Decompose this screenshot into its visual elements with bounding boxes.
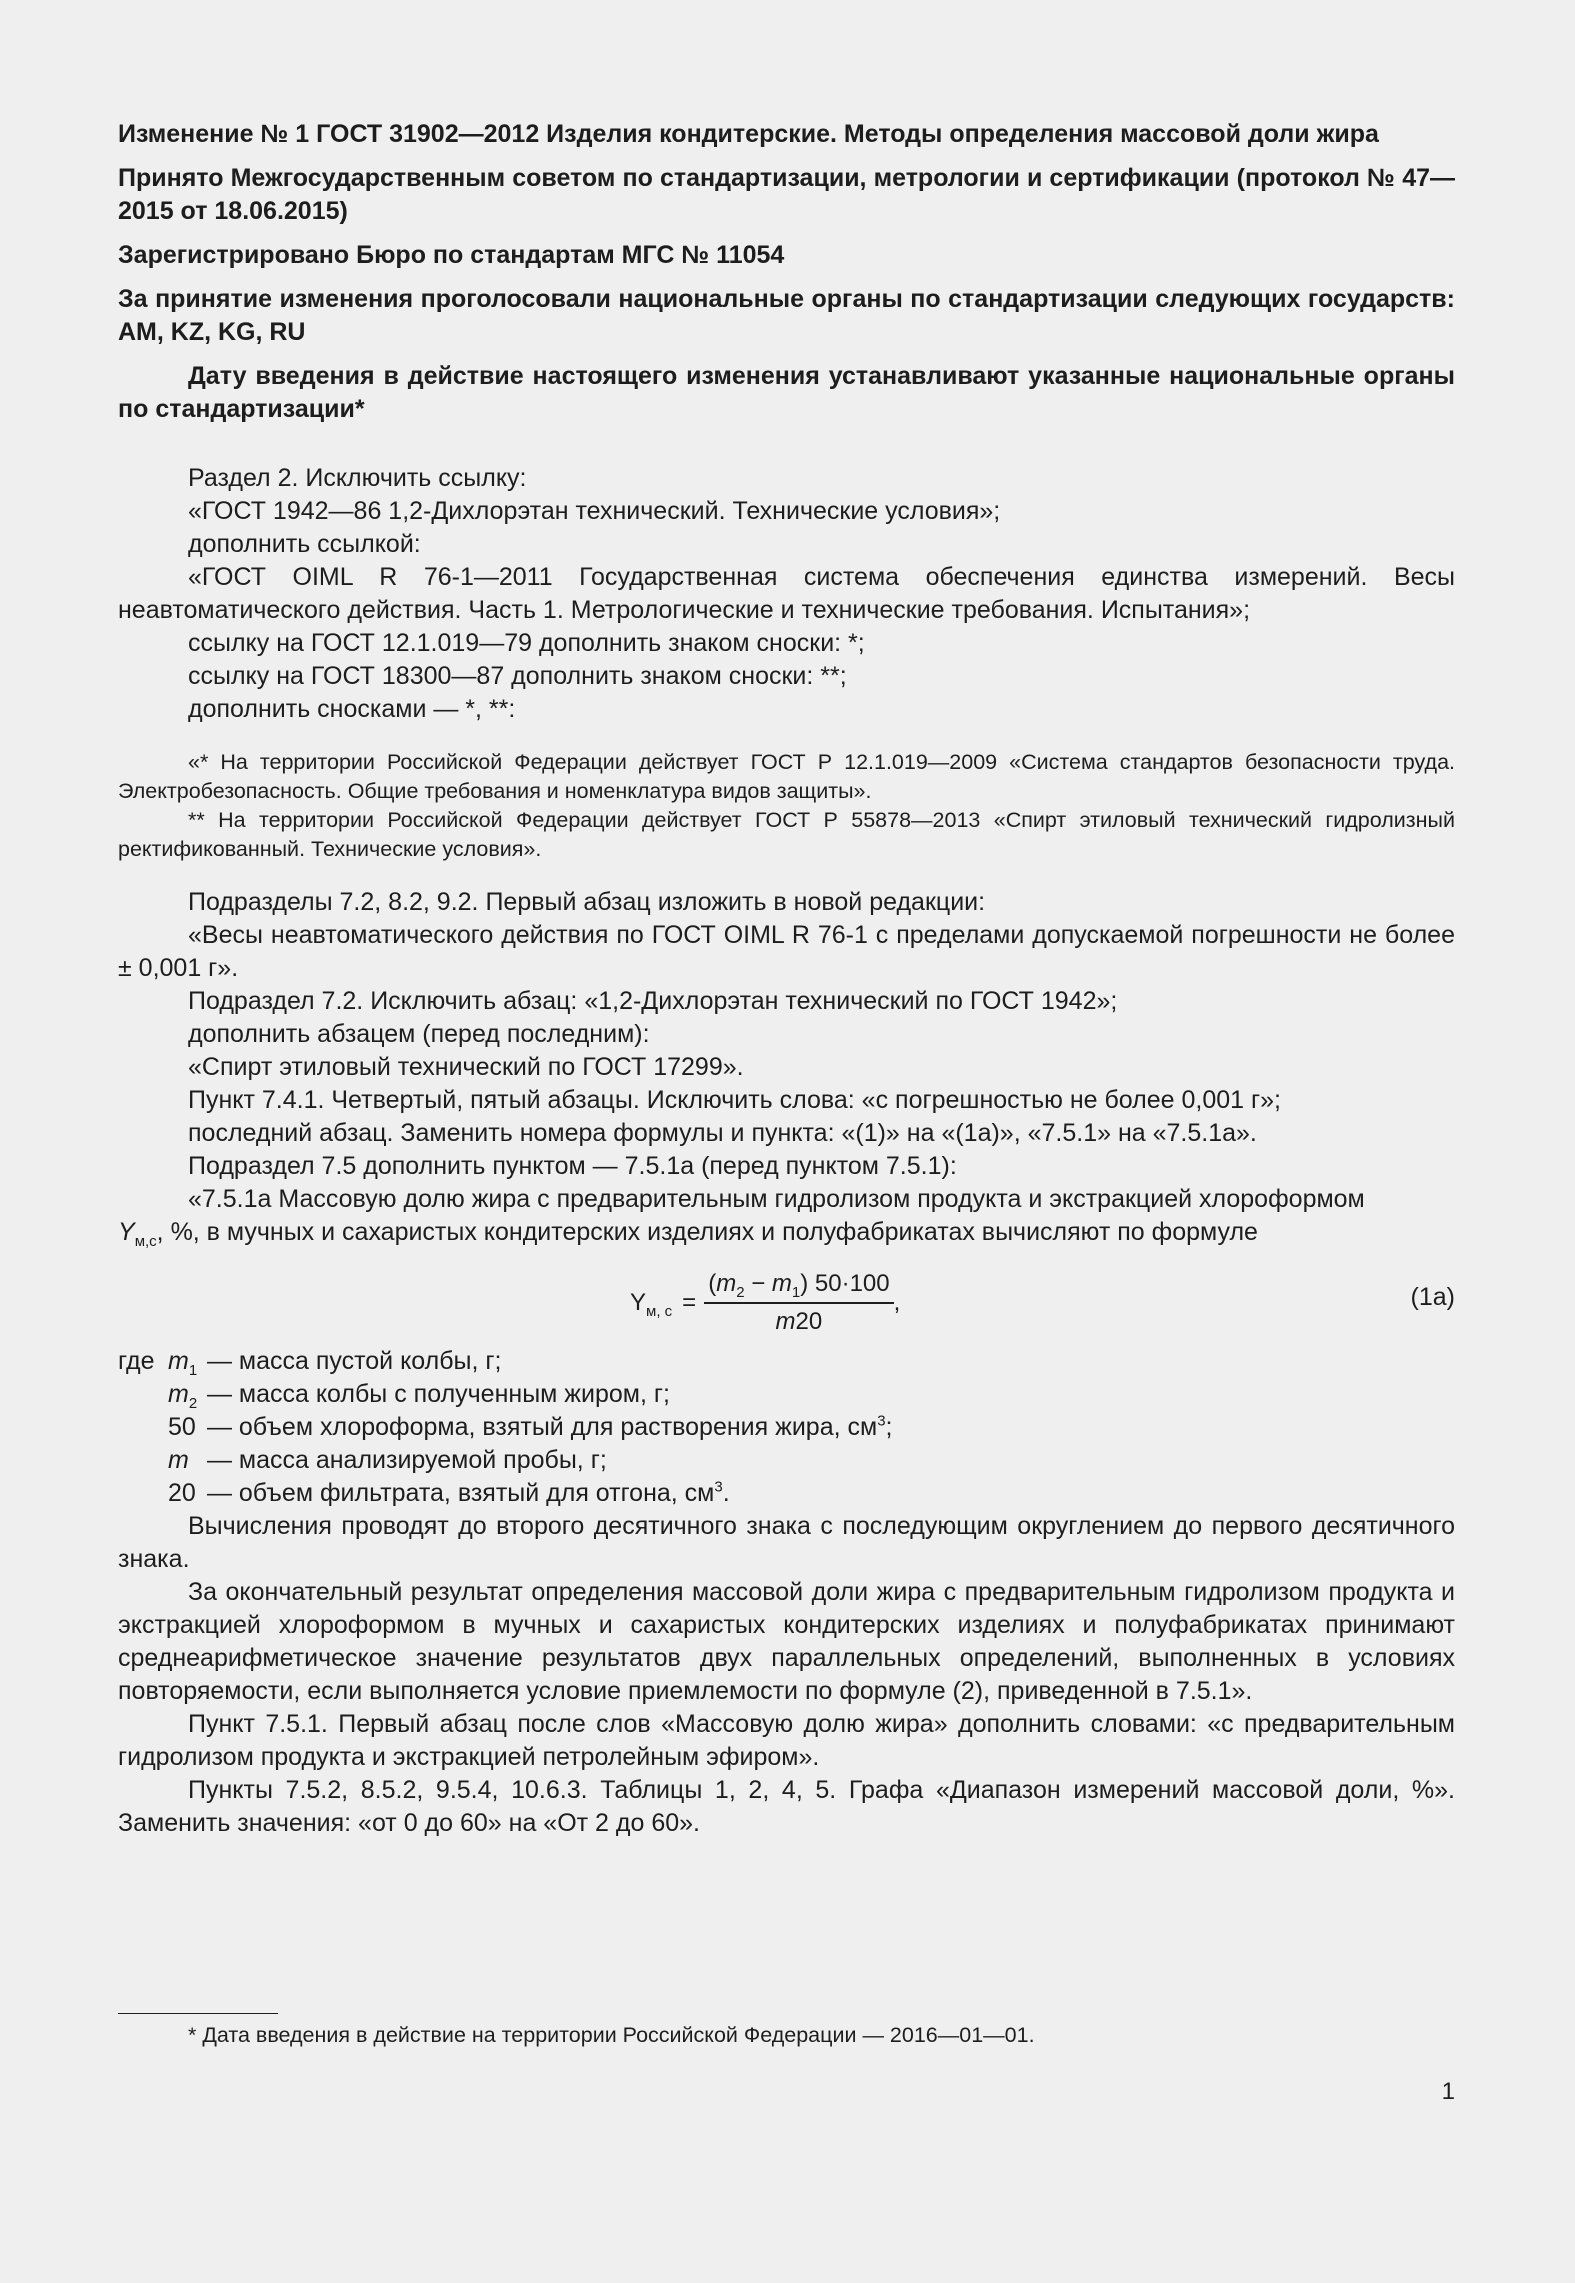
legend-symbol [118, 1411, 200, 1444]
var-m2-subscript: 2 [736, 1283, 745, 1301]
legend-text: — масса колбы с полученным жиром, г; [200, 1380, 670, 1408]
note-paragraph: ** На территории Российской Федерации действует ГОСТ Р 55878—2013 «Спирт этиловый технический гидролизный ректификованный. Технические условия». [118, 808, 1455, 861]
legend-symbol-text: m [168, 1380, 189, 1408]
formula-denominator [776, 1304, 823, 1338]
legend-text-tail: . [722, 1479, 730, 1507]
legend-superscript: 3 [714, 1478, 723, 1496]
ymc-text: , %, в мучных и сахаристых кондитерских изделиях и полуфабрикатах вычисляют по формуле [156, 1218, 1258, 1246]
legend-row [118, 1444, 1455, 1477]
ymc-subscript: м,с [134, 1233, 157, 1250]
numerator-rest: ) 50·100 [800, 1270, 890, 1297]
var-m: m [775, 1308, 796, 1335]
legend-row [118, 1477, 1455, 1510]
document-title: Изменение № 1 ГОСТ 31902—2012 Изделия кондитерские. Методы определения массовой доли жира [118, 120, 1379, 148]
paragraph: «ГОСТ 1942—86 1,2-Дихлорэтан технический. Технические условия»; [188, 497, 1001, 525]
note-paragraph: «* На территории Российской Федерации действует ГОСТ Р 12.1.019—2009 «Система стандартов безопасности труда. Электробезопасность. Общие требования и номенклатура видов защиты». [118, 750, 1455, 803]
denominator-rest: 20 [795, 1308, 823, 1335]
date-note: Дату введения в действие настоящего изменения устанавливают указанные национальные органы по стандартизации* [118, 362, 1455, 423]
legend-lead: где [118, 1347, 155, 1375]
paragraph: «ГОСТ OIML R 76-1—2011 Государственная система обеспечения единства измерений. Весы неавтоматического действия. Часть 1. Метрологические и технические требования. Испытания»; [118, 563, 1455, 624]
legend-text-main: — объем фильтрата, взятый для отгона, см [200, 1479, 715, 1507]
formula-comma: , [893, 1289, 901, 1316]
paragraph: дополнить ссылкой: [188, 530, 421, 558]
legend-symbol-text: 50 [168, 1413, 196, 1441]
paragraph: Раздел 2. Исключить ссылку: [188, 464, 527, 492]
legend-row [118, 1378, 1455, 1411]
paragraph: последний абзац. Заменить номера формулы и пункта: «(1)» на «(1а)», «7.5.1» на «7.5.1а». [188, 1119, 1257, 1147]
paragraph: дополнить сносками — *, **: [188, 695, 516, 723]
var-m1: m [771, 1270, 792, 1297]
legend-symbol [118, 1477, 200, 1510]
paragraph: Пункт 7.5.1. Первый абзац после слов «Массовую долю жира» дополнить словами: «с предварительным гидролизом продукта и экстракцией петролейным эфиром». [118, 1710, 1455, 1771]
footnote-divider [118, 2013, 278, 2014]
registration-note: Зарегистрировано Бюро по стандартам МГС № 11054 [118, 241, 785, 269]
footnote-insert-block [118, 748, 1455, 864]
legend-symbol [118, 1378, 200, 1411]
legend-symbol-text: m [168, 1446, 189, 1474]
legend-symbol-sub: 2 [188, 1395, 198, 1412]
paragraph: Подраздел 7.5 дополнить пунктом — 7.5.1а (перед пунктом 7.5.1): [188, 1152, 957, 1180]
legend-row [118, 1411, 1455, 1444]
formula-numerator [704, 1267, 893, 1304]
page-footnote: * Дата введения в действие на территории Российской Федерации — 2016—01—01. [188, 2023, 1035, 2047]
paragraph: дополнить абзацем (перед последним): [188, 1020, 650, 1048]
legend-text [200, 1411, 892, 1444]
legend-symbol-text: 20 [168, 1479, 196, 1507]
minus-sign: − [744, 1270, 772, 1297]
formula-lhs [630, 1286, 672, 1319]
paragraph: «Спирт этиловый технический по ГОСТ 17299». [188, 1053, 744, 1081]
paragraph: Пункт 7.4.1. Четвертый, пятый абзацы. Исключить слова: «с погрешностью не более 0,001 г»; [188, 1086, 1281, 1114]
legend-text-tail: ; [885, 1413, 893, 1441]
formula-number: (1а) [1410, 1283, 1455, 1311]
paragraph: Подразделы 7.2, 8.2, 9.2. Первый абзац изложить в новой редакции: [188, 888, 986, 916]
document-body [118, 462, 1455, 1840]
paragraph: За окончательный результат определения массовой доли жира с предварительным гидролизом продукта и экстракцией хлороформом в мучных и сахаристых кондитерских изделиях и полуфабрикатах принимают среднеарифметическое значение результатов двух параллельных определений, выполненных в условиях повторяемости, если выполняется условие приемлемости по формуле (2), приведенной в 7.5.1». [118, 1578, 1455, 1705]
ymc-symbol: Y [118, 1218, 135, 1246]
legend-symbol [118, 1444, 200, 1477]
document-page [118, 118, 1455, 1840]
paragraph: Подраздел 7.2. Исключить абзац: «1,2-Дихлорэтан технический по ГОСТ 1942»; [188, 987, 1118, 1015]
legend-symbol-text: m [168, 1347, 189, 1375]
legend-text: — масса анализируемой пробы, г; [200, 1446, 607, 1474]
voting-note: За принятие изменения проголосовали национальные органы по стандартизации следующих государств: AM, KZ, KG, RU [118, 285, 1455, 346]
var-m1-subscript: 1 [791, 1283, 801, 1301]
page-number: 1 [1441, 2078, 1455, 2105]
formula-lhs-symbol: Y [630, 1289, 647, 1316]
legend-symbol-sub: 1 [188, 1362, 198, 1379]
paragraph: ссылку на ГОСТ 12.1.019—79 дополнить знаком сноски: *; [188, 629, 865, 657]
paragraph [118, 1774, 1455, 1840]
formula-expression [630, 1267, 900, 1338]
paragraph-text: Пункты 7.5.2, 8.5.2, 9.5.4, 10.6.3. Таблицы 1, 2, 4, 5. Графа «Диапазон измерений массовой доли, %». Заменить значения: «от 0 до 60» на «От 2 до 60». [118, 1776, 1455, 1837]
ymc-paragraph [118, 1216, 1455, 1249]
legend-superscript: 3 [877, 1412, 886, 1430]
legend-text: — масса пустой колбы, г; [200, 1347, 502, 1375]
variable-legend [118, 1345, 1455, 1510]
paragraph: Вычисления проводят до второго десятичного знака с последующим округлением до первого десятичного знака. [118, 1512, 1455, 1573]
var-m2: m [716, 1270, 737, 1297]
formula-1a [118, 1259, 1455, 1341]
paren-open: ( [708, 1270, 717, 1297]
adoption-note: Принято Межгосударственным советом по стандартизации, метрологии и сертификации (протокол № 47—2015 от 18.06.2015) [118, 164, 1455, 225]
legend-symbol [168, 1345, 200, 1378]
paragraph: ссылку на ГОСТ 18300—87 дополнить знаком сноски: **; [188, 662, 847, 690]
legend-text [200, 1477, 730, 1510]
formula-fraction [704, 1267, 893, 1338]
formula-equals: = [682, 1289, 697, 1316]
legend-text-main: — объем хлороформа, взятый для растворения жира, см [200, 1413, 878, 1441]
paragraph: «Весы неавтоматического действия по ГОСТ OIML R 76-1 с пределами допускаемой погрешности не более ± 0,001 г». [118, 921, 1455, 982]
paragraph: «7.5.1а Массовую долю жира с предварительным гидролизом продукта и экстракцией хлороформом [188, 1185, 1365, 1213]
formula-lhs-subscript: м, с [646, 1302, 673, 1320]
legend-row [118, 1345, 1455, 1378]
